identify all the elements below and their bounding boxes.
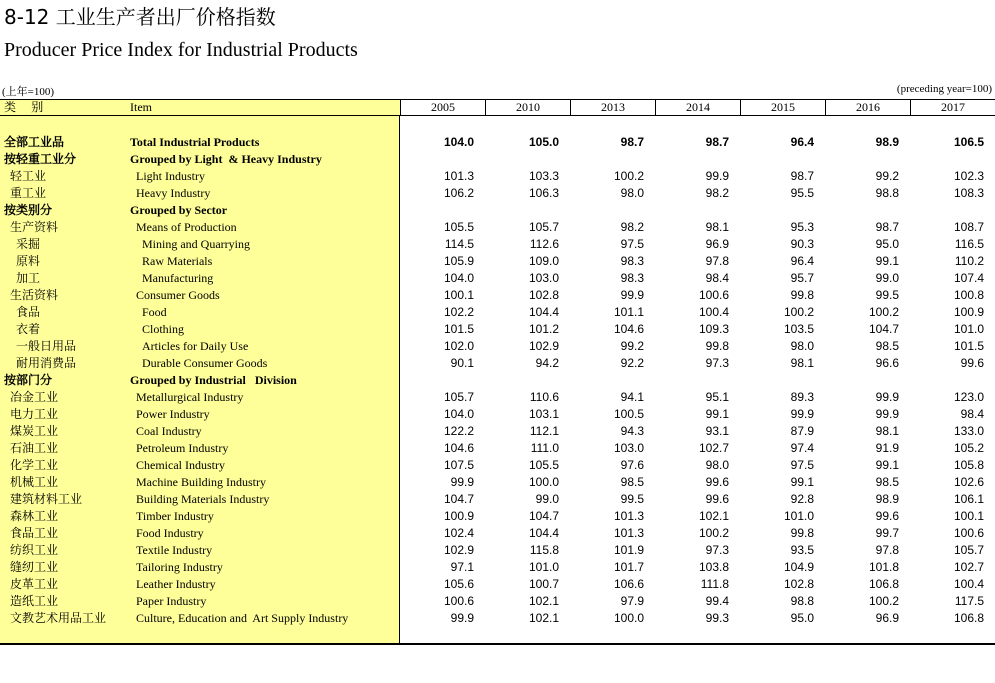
table-row [0, 525, 995, 542]
table-header [0, 99, 995, 116]
row-item-english: Means of Production [136, 220, 237, 234]
cell-value-2013: 101.3 [613, 509, 644, 523]
cell-value-2010: 103.1 [528, 407, 559, 421]
cell-value-2016: 99.9 [875, 390, 899, 404]
cell-value-2013: 99.5 [620, 492, 644, 506]
cell-value-2010: 102.9 [528, 339, 559, 353]
cell-value-2005: 90.1 [450, 356, 474, 370]
cell-value-2013: 101.7 [613, 560, 644, 574]
cell-value-2013: 97.6 [620, 458, 644, 472]
row-item-english: Manufacturing [142, 271, 214, 285]
cell-value-2010: 112.6 [529, 237, 559, 251]
table-row [0, 389, 995, 406]
cell-value-2005: 114.5 [444, 237, 474, 251]
row-category-chinese: 生产资料 [10, 220, 59, 234]
cell-value-2017: 101.0 [953, 322, 984, 336]
cell-value-2010: 104.4 [528, 526, 559, 540]
cell-value-2010: 104.7 [528, 509, 559, 523]
cell-value-2014: 99.9 [705, 169, 729, 183]
cell-value-2014: 96.9 [705, 237, 729, 251]
cell-value-2005: 101.5 [443, 322, 474, 336]
cell-value-2010: 100.0 [528, 475, 559, 489]
row-category-chinese: 食品工业 [10, 526, 59, 540]
cell-value-2010: 106.3 [528, 186, 559, 200]
cell-value-2014: 98.0 [705, 458, 729, 472]
row-item-english: Light Industry [136, 169, 205, 183]
cell-value-2005: 100.6 [443, 594, 474, 608]
cell-value-2016: 99.7 [875, 526, 899, 540]
row-category-chinese: 生活资料 [10, 288, 59, 302]
cell-value-2005: 100.9 [443, 509, 474, 523]
cell-value-2015: 101.0 [783, 509, 814, 523]
cell-value-2013: 100.5 [613, 407, 644, 421]
table-body [0, 134, 995, 627]
cell-value-2014: 98.1 [705, 220, 729, 234]
cell-value-2010: 103.3 [528, 169, 559, 183]
table-row [0, 457, 995, 474]
cell-value-2014: 98.4 [705, 271, 729, 285]
header-year-2017: 2017 [910, 100, 995, 115]
cell-value-2015: 103.5 [783, 322, 814, 336]
cell-value-2013: 101.9 [613, 543, 644, 557]
cell-value-2005: 107.5 [443, 458, 474, 472]
cell-value-2017: 106.5 [953, 135, 984, 149]
row-item-english: Chemical Industry [136, 458, 225, 472]
cell-value-2015: 98.0 [790, 339, 814, 353]
cell-value-2015: 98.8 [790, 594, 814, 608]
row-category-chinese: 按类别分 [4, 203, 53, 217]
cell-value-2013: 106.6 [613, 577, 644, 591]
cell-value-2014: 99.1 [705, 407, 729, 421]
cell-value-2005: 104.6 [443, 441, 474, 455]
row-item-english: Heavy Industry [136, 186, 211, 200]
row-item-english: Paper Industry [136, 594, 207, 608]
cell-value-2017: 116.5 [954, 237, 984, 251]
cell-value-2016: 95.0 [875, 237, 899, 251]
cell-value-2015: 104.9 [783, 560, 814, 574]
cell-value-2015: 96.4 [790, 254, 814, 268]
cell-value-2010: 105.7 [528, 220, 559, 234]
cell-value-2010: 109.0 [528, 254, 559, 268]
cell-value-2013: 94.1 [620, 390, 644, 404]
cell-value-2016: 101.8 [868, 560, 899, 574]
row-item-english: Mining and Quarrying [142, 237, 250, 251]
row-item-english: Culture, Education and Art Supply Industry [136, 611, 349, 625]
row-category-chinese: 造纸工业 [10, 594, 59, 608]
cell-value-2017: 105.8 [953, 458, 984, 472]
cell-value-2016: 98.9 [875, 135, 899, 149]
cell-value-2015: 98.7 [790, 169, 814, 183]
cell-value-2017: 117.5 [954, 594, 984, 608]
cell-value-2013: 97.5 [620, 237, 644, 251]
cell-value-2010: 101.2 [528, 322, 559, 336]
cell-value-2015: 95.7 [790, 271, 814, 285]
table-row [0, 491, 995, 508]
cell-value-2010: 102.1 [528, 594, 559, 608]
table-row [0, 202, 995, 219]
cell-value-2013: 98.5 [620, 475, 644, 489]
cell-value-2017: 108.3 [953, 186, 984, 200]
cell-value-2015: 95.0 [790, 611, 814, 625]
cell-value-2005: 100.1 [443, 288, 474, 302]
cell-value-2016: 98.5 [875, 339, 899, 353]
cell-value-2015: 92.8 [790, 492, 814, 506]
header-item: Item [130, 100, 152, 114]
unit-note-chinese: (上年=100) [2, 86, 55, 98]
cell-value-2017: 100.1 [953, 509, 984, 523]
cell-value-2013: 99.2 [620, 339, 644, 353]
cell-value-2015: 96.4 [790, 135, 814, 149]
cell-value-2010: 103.0 [528, 271, 559, 285]
cell-value-2017: 133.0 [953, 424, 984, 438]
table-row [0, 236, 995, 253]
cell-value-2014: 99.4 [705, 594, 729, 608]
cell-value-2014: 97.3 [705, 543, 729, 557]
cell-value-2013: 92.2 [620, 356, 644, 370]
cell-value-2010: 100.7 [528, 577, 559, 591]
row-category-chinese: 机械工业 [10, 475, 59, 489]
cell-value-2013: 98.3 [620, 271, 644, 285]
cell-value-2010: 110.6 [529, 390, 559, 404]
row-category-chinese: 皮革工业 [10, 577, 59, 591]
cell-value-2016: 98.5 [875, 475, 899, 489]
cell-value-2010: 105.0 [528, 135, 559, 149]
table-row [0, 134, 995, 151]
cell-value-2014: 98.7 [705, 135, 729, 149]
cell-value-2014: 100.6 [698, 288, 729, 302]
cell-value-2016: 100.2 [868, 305, 899, 319]
cell-value-2014: 99.3 [705, 611, 729, 625]
cell-value-2016: 96.9 [875, 611, 899, 625]
cell-value-2016: 99.1 [875, 254, 899, 268]
row-item-english: Grouped by Industrial Division [130, 373, 297, 387]
cell-value-2005: 99.9 [450, 475, 474, 489]
cell-value-2016: 104.7 [868, 322, 899, 336]
cell-value-2013: 101.1 [613, 305, 644, 319]
row-category-chinese: 加工 [16, 271, 41, 285]
cell-value-2014: 109.3 [698, 322, 729, 336]
header-category: 类 别 [4, 100, 44, 114]
cell-value-2015: 93.5 [790, 543, 814, 557]
table-row [0, 168, 995, 185]
cell-value-2016: 99.2 [875, 169, 899, 183]
cell-value-2014: 99.6 [705, 475, 729, 489]
table-row [0, 559, 995, 576]
cell-value-2017: 110.2 [954, 254, 984, 268]
row-category-chinese: 耐用消费品 [16, 356, 77, 370]
cell-value-2005: 104.7 [443, 492, 474, 506]
cell-value-2010: 99.0 [535, 492, 559, 506]
cell-value-2005: 101.3 [443, 169, 474, 183]
cell-value-2013: 98.3 [620, 254, 644, 268]
header-year-2010: 2010 [485, 100, 570, 115]
row-item-english: Clothing [142, 322, 185, 336]
cell-value-2014: 102.1 [698, 509, 729, 523]
cell-value-2014: 99.6 [705, 492, 729, 506]
row-item-english: Consumer Goods [136, 288, 220, 302]
row-item-english: Leather Industry [136, 577, 216, 591]
row-item-english: Building Materials Industry [136, 492, 270, 506]
table-row [0, 321, 995, 338]
cell-value-2013: 100.0 [613, 611, 644, 625]
cell-value-2016: 99.5 [875, 288, 899, 302]
cell-value-2010: 102.1 [528, 611, 559, 625]
cell-value-2005: 99.9 [450, 611, 474, 625]
header-year-2016: 2016 [825, 100, 910, 115]
cell-value-2005: 122.2 [443, 424, 474, 438]
cell-value-2015: 95.3 [790, 220, 814, 234]
cell-value-2010: 102.8 [528, 288, 559, 302]
cell-value-2016: 99.6 [875, 509, 899, 523]
cell-value-2013: 98.0 [620, 186, 644, 200]
unit-note-english: (preceding year=100) [896, 83, 992, 95]
cell-value-2013: 103.0 [613, 441, 644, 455]
header-year-2015: 2015 [740, 100, 825, 115]
cell-value-2013: 98.2 [620, 220, 644, 234]
cell-value-2017: 105.2 [953, 441, 984, 455]
header-year-2014: 2014 [655, 100, 740, 115]
cell-value-2013: 94.3 [620, 424, 644, 438]
cell-value-2014: 103.8 [698, 560, 729, 574]
cell-value-2016: 99.1 [875, 458, 899, 472]
cell-value-2017: 100.6 [953, 526, 984, 540]
cell-value-2015: 99.1 [790, 475, 814, 489]
row-item-english: Metallurgical Industry [136, 390, 244, 404]
row-category-chinese: 一般日用品 [16, 339, 77, 353]
table-row [0, 406, 995, 423]
cell-value-2005: 102.9 [443, 543, 474, 557]
cell-value-2010: 115.8 [529, 543, 559, 557]
cell-value-2015: 97.5 [790, 458, 814, 472]
cell-value-2017: 107.4 [953, 271, 984, 285]
row-category-chinese: 轻工业 [10, 169, 47, 183]
cell-value-2010: 94.2 [535, 356, 559, 370]
row-item-english: Coal Industry [136, 424, 202, 438]
cell-value-2017: 123.0 [953, 390, 984, 404]
table-row [0, 610, 995, 627]
cell-value-2014: 98.2 [705, 186, 729, 200]
cell-value-2015: 89.3 [790, 390, 814, 404]
row-category-chinese: 衣着 [16, 322, 41, 336]
page-title-chinese: 8-12 工业生产者出厂价格指数 [4, 5, 276, 29]
cell-value-2015: 99.8 [790, 288, 814, 302]
cell-value-2005: 105.6 [443, 577, 474, 591]
row-item-english: Articles for Daily Use [142, 339, 249, 353]
row-category-chinese: 全部工业品 [4, 135, 65, 149]
row-category-chinese: 食品 [16, 305, 41, 319]
cell-value-2014: 97.8 [705, 254, 729, 268]
row-category-chinese: 纺织工业 [10, 543, 59, 557]
cell-value-2010: 105.5 [528, 458, 559, 472]
row-category-chinese: 化学工业 [10, 458, 59, 472]
row-category-chinese: 石油工业 [10, 441, 59, 455]
cell-value-2017: 102.6 [953, 475, 984, 489]
cell-value-2005: 106.2 [443, 186, 474, 200]
table-row [0, 576, 995, 593]
cell-value-2010: 112.1 [529, 424, 559, 438]
table-row [0, 304, 995, 321]
cell-value-2010: 111.0 [530, 441, 559, 455]
cell-value-2016: 98.8 [875, 186, 899, 200]
cell-value-2014: 111.8 [700, 577, 729, 591]
cell-value-2017: 108.7 [953, 220, 984, 234]
cell-value-2016: 96.6 [875, 356, 899, 370]
row-category-chinese: 重工业 [10, 186, 47, 200]
cell-value-2005: 102.0 [443, 339, 474, 353]
cell-value-2016: 98.1 [875, 424, 899, 438]
table-row [0, 508, 995, 525]
row-category-chinese: 煤炭工业 [10, 424, 59, 438]
row-item-english: Food Industry [136, 526, 204, 540]
row-category-chinese: 冶金工业 [10, 390, 59, 404]
cell-value-2016: 91.9 [875, 441, 899, 455]
table-row [0, 440, 995, 457]
table-row [0, 474, 995, 491]
cell-value-2017: 105.7 [953, 543, 984, 557]
table-row [0, 151, 995, 168]
cell-value-2015: 99.8 [790, 526, 814, 540]
cell-value-2015: 95.5 [790, 186, 814, 200]
cell-value-2015: 90.3 [790, 237, 814, 251]
row-category-chinese: 原料 [16, 254, 41, 268]
row-item-english: Total Industrial Products [130, 135, 260, 149]
table-row [0, 542, 995, 559]
cell-value-2013: 100.2 [613, 169, 644, 183]
cell-value-2017: 100.8 [953, 288, 984, 302]
row-item-english: Durable Consumer Goods [142, 356, 268, 370]
cell-value-2015: 100.2 [783, 305, 814, 319]
table-row [0, 355, 995, 372]
table-row [0, 185, 995, 202]
page-title-english: Producer Price Index for Industrial Products [4, 39, 358, 61]
cell-value-2010: 104.4 [528, 305, 559, 319]
cell-value-2017: 98.4 [960, 407, 984, 421]
cell-value-2014: 95.1 [705, 390, 729, 404]
row-item-english: Machine Building Industry [136, 475, 266, 489]
cell-value-2016: 99.9 [875, 407, 899, 421]
cell-value-2017: 106.8 [953, 611, 984, 625]
row-item-english: Timber Industry [136, 509, 214, 523]
cell-value-2014: 93.1 [705, 424, 729, 438]
cell-value-2017: 102.7 [953, 560, 984, 574]
cell-value-2005: 104.0 [443, 407, 474, 421]
cell-value-2017: 101.5 [953, 339, 984, 353]
cell-value-2017: 106.1 [953, 492, 984, 506]
row-item-english: Textile Industry [136, 543, 213, 557]
cell-value-2016: 98.7 [875, 220, 899, 234]
cell-value-2014: 100.4 [698, 305, 729, 319]
cell-value-2015: 98.1 [790, 356, 814, 370]
cell-value-2015: 97.4 [790, 441, 814, 455]
row-category-chinese: 按部门分 [4, 373, 53, 387]
row-category-chinese: 按轻重工业分 [4, 152, 77, 166]
table-row [0, 219, 995, 236]
cell-value-2014: 102.7 [698, 441, 729, 455]
cell-value-2005: 102.4 [443, 526, 474, 540]
cell-value-2017: 100.9 [953, 305, 984, 319]
table-bottom-rule [0, 643, 995, 645]
table-row [0, 253, 995, 270]
row-item-english: Grouped by Sector [130, 203, 228, 217]
cell-value-2013: 97.9 [620, 594, 644, 608]
cell-value-2013: 98.7 [620, 135, 644, 149]
cell-value-2015: 87.9 [790, 424, 814, 438]
cell-value-2016: 99.0 [875, 271, 899, 285]
cell-value-2013: 104.6 [613, 322, 644, 336]
row-item-english: Grouped by Light & Heavy Industry [130, 152, 322, 166]
row-category-chinese: 森林工业 [10, 509, 59, 523]
cell-value-2005: 104.0 [443, 271, 474, 285]
cell-value-2017: 100.4 [953, 577, 984, 591]
cell-value-2015: 102.8 [783, 577, 814, 591]
header-label-background [0, 100, 400, 115]
cell-value-2010: 101.0 [528, 560, 559, 574]
row-category-chinese: 文教艺术用品工业 [10, 611, 107, 625]
row-category-chinese: 采掘 [16, 237, 41, 251]
row-item-english: Food [142, 305, 167, 319]
table-row [0, 593, 995, 610]
cell-value-2015: 99.9 [790, 407, 814, 421]
header-year-2005: 2005 [400, 100, 485, 115]
cell-value-2014: 100.2 [698, 526, 729, 540]
cell-value-2013: 101.3 [613, 526, 644, 540]
row-category-chinese: 建筑材料工业 [10, 492, 83, 506]
row-item-english: Raw Materials [142, 254, 213, 268]
row-category-chinese: 电力工业 [10, 407, 59, 421]
cell-value-2017: 102.3 [953, 169, 984, 183]
cell-value-2014: 97.3 [705, 356, 729, 370]
cell-value-2017: 99.6 [960, 356, 984, 370]
header-year-2013: 2013 [570, 100, 655, 115]
cell-value-2005: 104.0 [443, 135, 474, 149]
cell-value-2016: 100.2 [868, 594, 899, 608]
cell-value-2016: 98.9 [875, 492, 899, 506]
cell-value-2016: 97.8 [875, 543, 899, 557]
row-category-chinese: 缝纫工业 [10, 560, 59, 574]
table-row [0, 372, 995, 389]
row-item-english: Power Industry [136, 407, 210, 421]
table-row [0, 270, 995, 287]
table-row [0, 338, 995, 355]
cell-value-2013: 99.9 [620, 288, 644, 302]
cell-value-2005: 105.5 [443, 220, 474, 234]
cell-value-2005: 105.9 [443, 254, 474, 268]
cell-value-2014: 99.8 [705, 339, 729, 353]
row-item-english: Petroleum Industry [136, 441, 229, 455]
table-row [0, 423, 995, 440]
table-row [0, 287, 995, 304]
cell-value-2016: 106.8 [868, 577, 899, 591]
cell-value-2005: 102.2 [443, 305, 474, 319]
cell-value-2005: 105.7 [443, 390, 474, 404]
row-item-english: Tailoring Industry [136, 560, 223, 574]
cell-value-2005: 97.1 [450, 560, 474, 574]
